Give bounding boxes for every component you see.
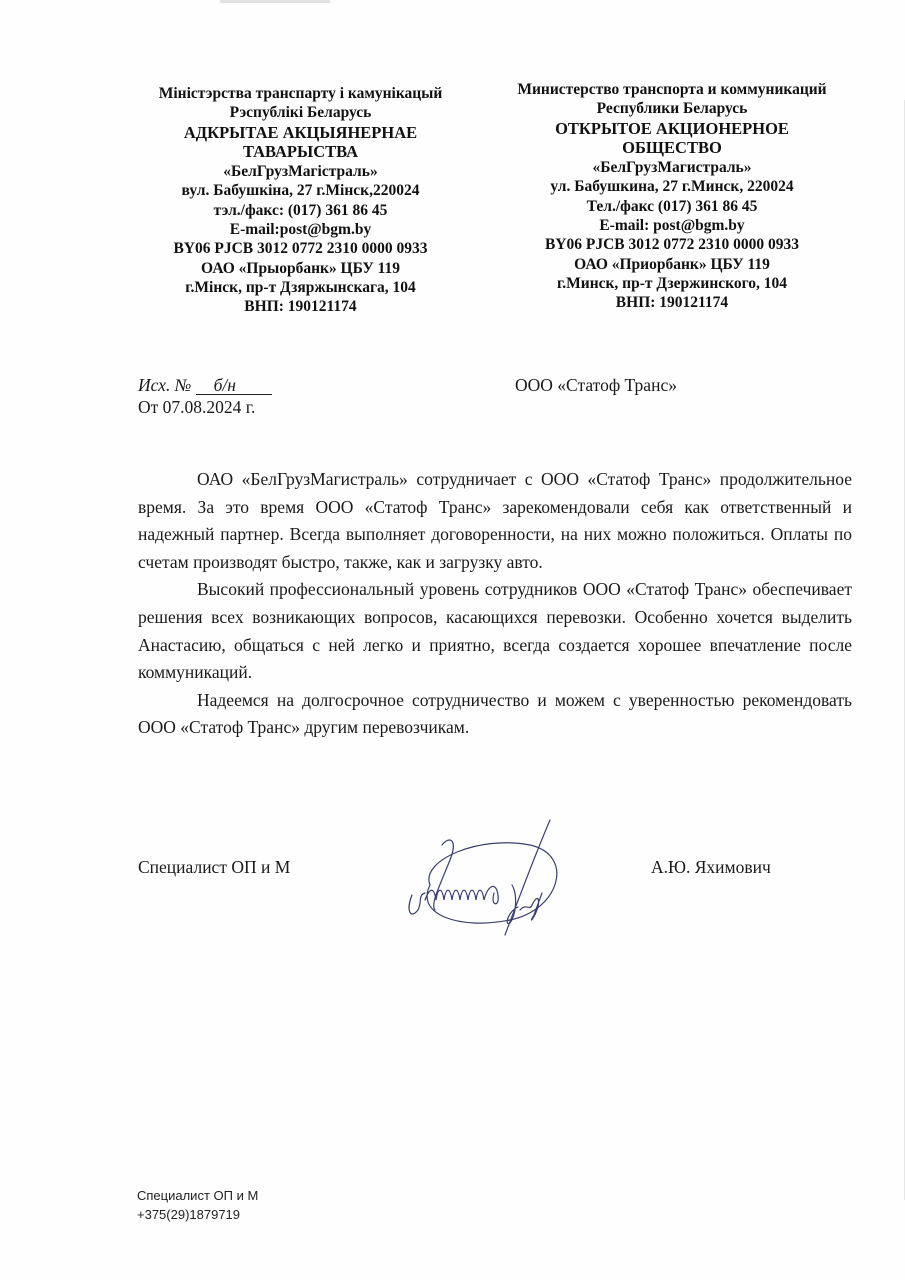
vat-number-line: ВНП: 190121174: [615, 294, 729, 312]
bank-address-line: г.Минск, пр-т Дзержинского, 104: [556, 274, 788, 292]
body-paragraph: Надеемся на долгосрочное сотрудничество и можем с уверенностью рекомендовать ООО «Статоф Транс» другим перевозчикам.: [138, 689, 852, 738]
address-line: ул. Бабушкина, 27 г.Минск, 220024: [550, 178, 794, 196]
ministry-line: Міністэрства транспарту і камунікацый: [158, 85, 443, 102]
iban-line: BY06 PJCB 3012 0772 2310 0000 0933: [544, 236, 800, 254]
address-line: вул. Бабушкіна, 27 г.Мінск,220024: [181, 182, 420, 200]
vat-number-line: ВНП: 190121174: [244, 298, 357, 316]
phone-fax-line: Тел./факс (017) 361 86 45: [586, 197, 758, 215]
bank-line: ОАО «Прыорбанк» ЦБУ 119: [201, 259, 400, 277]
country-line: Республики Беларусь: [596, 100, 748, 118]
company-name: «БелГрузМагістраль»: [223, 163, 378, 181]
phone-fax-line: тэл./факс: (017) 361 86 45: [213, 201, 388, 219]
footer-phone: +375(29)1879719: [137, 1206, 241, 1222]
body-paragraph: Высокий профессиональный уровень сотрудников ООО «Статоф Транс» обеспечивает решения всех возникающих вопросов, касающихся перевозки. Особенно хочется выделить Анастасию, общаться с ней легко и приятно, всегда создается хорошее впечатление после коммуникаций.: [138, 579, 852, 683]
email-line: E-mail: post@bgm.by: [599, 217, 745, 235]
letterhead-belarusian: [128, 84, 473, 317]
letter-date: От 07.08.2024 г.: [138, 397, 256, 417]
body-paragraph: ОАО «БелГрузМагистраль» сотрудничает с ООО «Статоф Транс» продолжительное время. За это время ООО «Статоф Транс» зарекомендовали себя как ответственный и надежный партнер. Всегда выполняет договоренности, на них можно положиться. Оплаты по счетам производят быстро, также, как и загрузку авто.: [138, 469, 852, 572]
company-type-line: ОТКРЫТОЕ АКЦИОНЕРНОЕ: [555, 118, 789, 138]
company-name: «БелГрузМагистраль»: [592, 159, 752, 177]
bank-line: ОАО «Приорбанк» ЦБУ 119: [574, 255, 770, 273]
letter-body: [138, 466, 852, 742]
scan-artifact: [220, 0, 330, 3]
handwritten-signature: [400, 815, 595, 940]
footer-position: Специалист ОП и М: [137, 1188, 259, 1203]
outgoing-number-label: Исх. №: [138, 375, 192, 395]
footer-contact: [137, 1187, 258, 1224]
outgoing-reference: [138, 374, 272, 418]
country-line: Рэспублікі Беларусь: [229, 104, 372, 122]
signatory-position: Специалист ОП и М: [138, 857, 291, 877]
company-type-line-2: ОБЩЕСТВО: [622, 138, 722, 158]
outgoing-number: б/н: [196, 377, 272, 395]
iban-line: BY06 PJCB 3012 0772 2310 0000 0933: [173, 240, 428, 258]
signatory-name: А.Ю. Яхимович: [651, 857, 771, 877]
email-line: E-mail:post@bgm.by: [229, 221, 372, 239]
ministry-line: Министерство транспорта и коммуникаций: [517, 81, 827, 98]
company-type-line: АДКРЫТАЕ АКЦЫЯНЕРНАЕ: [183, 122, 418, 142]
addressee: ООО «Статоф Транс»: [515, 375, 677, 395]
bank-address-line: г.Мінск, пр-т Дзяржынскага, 104: [185, 278, 416, 296]
company-type-line-2: ТАВАРЫСТВА: [242, 142, 359, 162]
letterhead-russian: [483, 80, 861, 313]
